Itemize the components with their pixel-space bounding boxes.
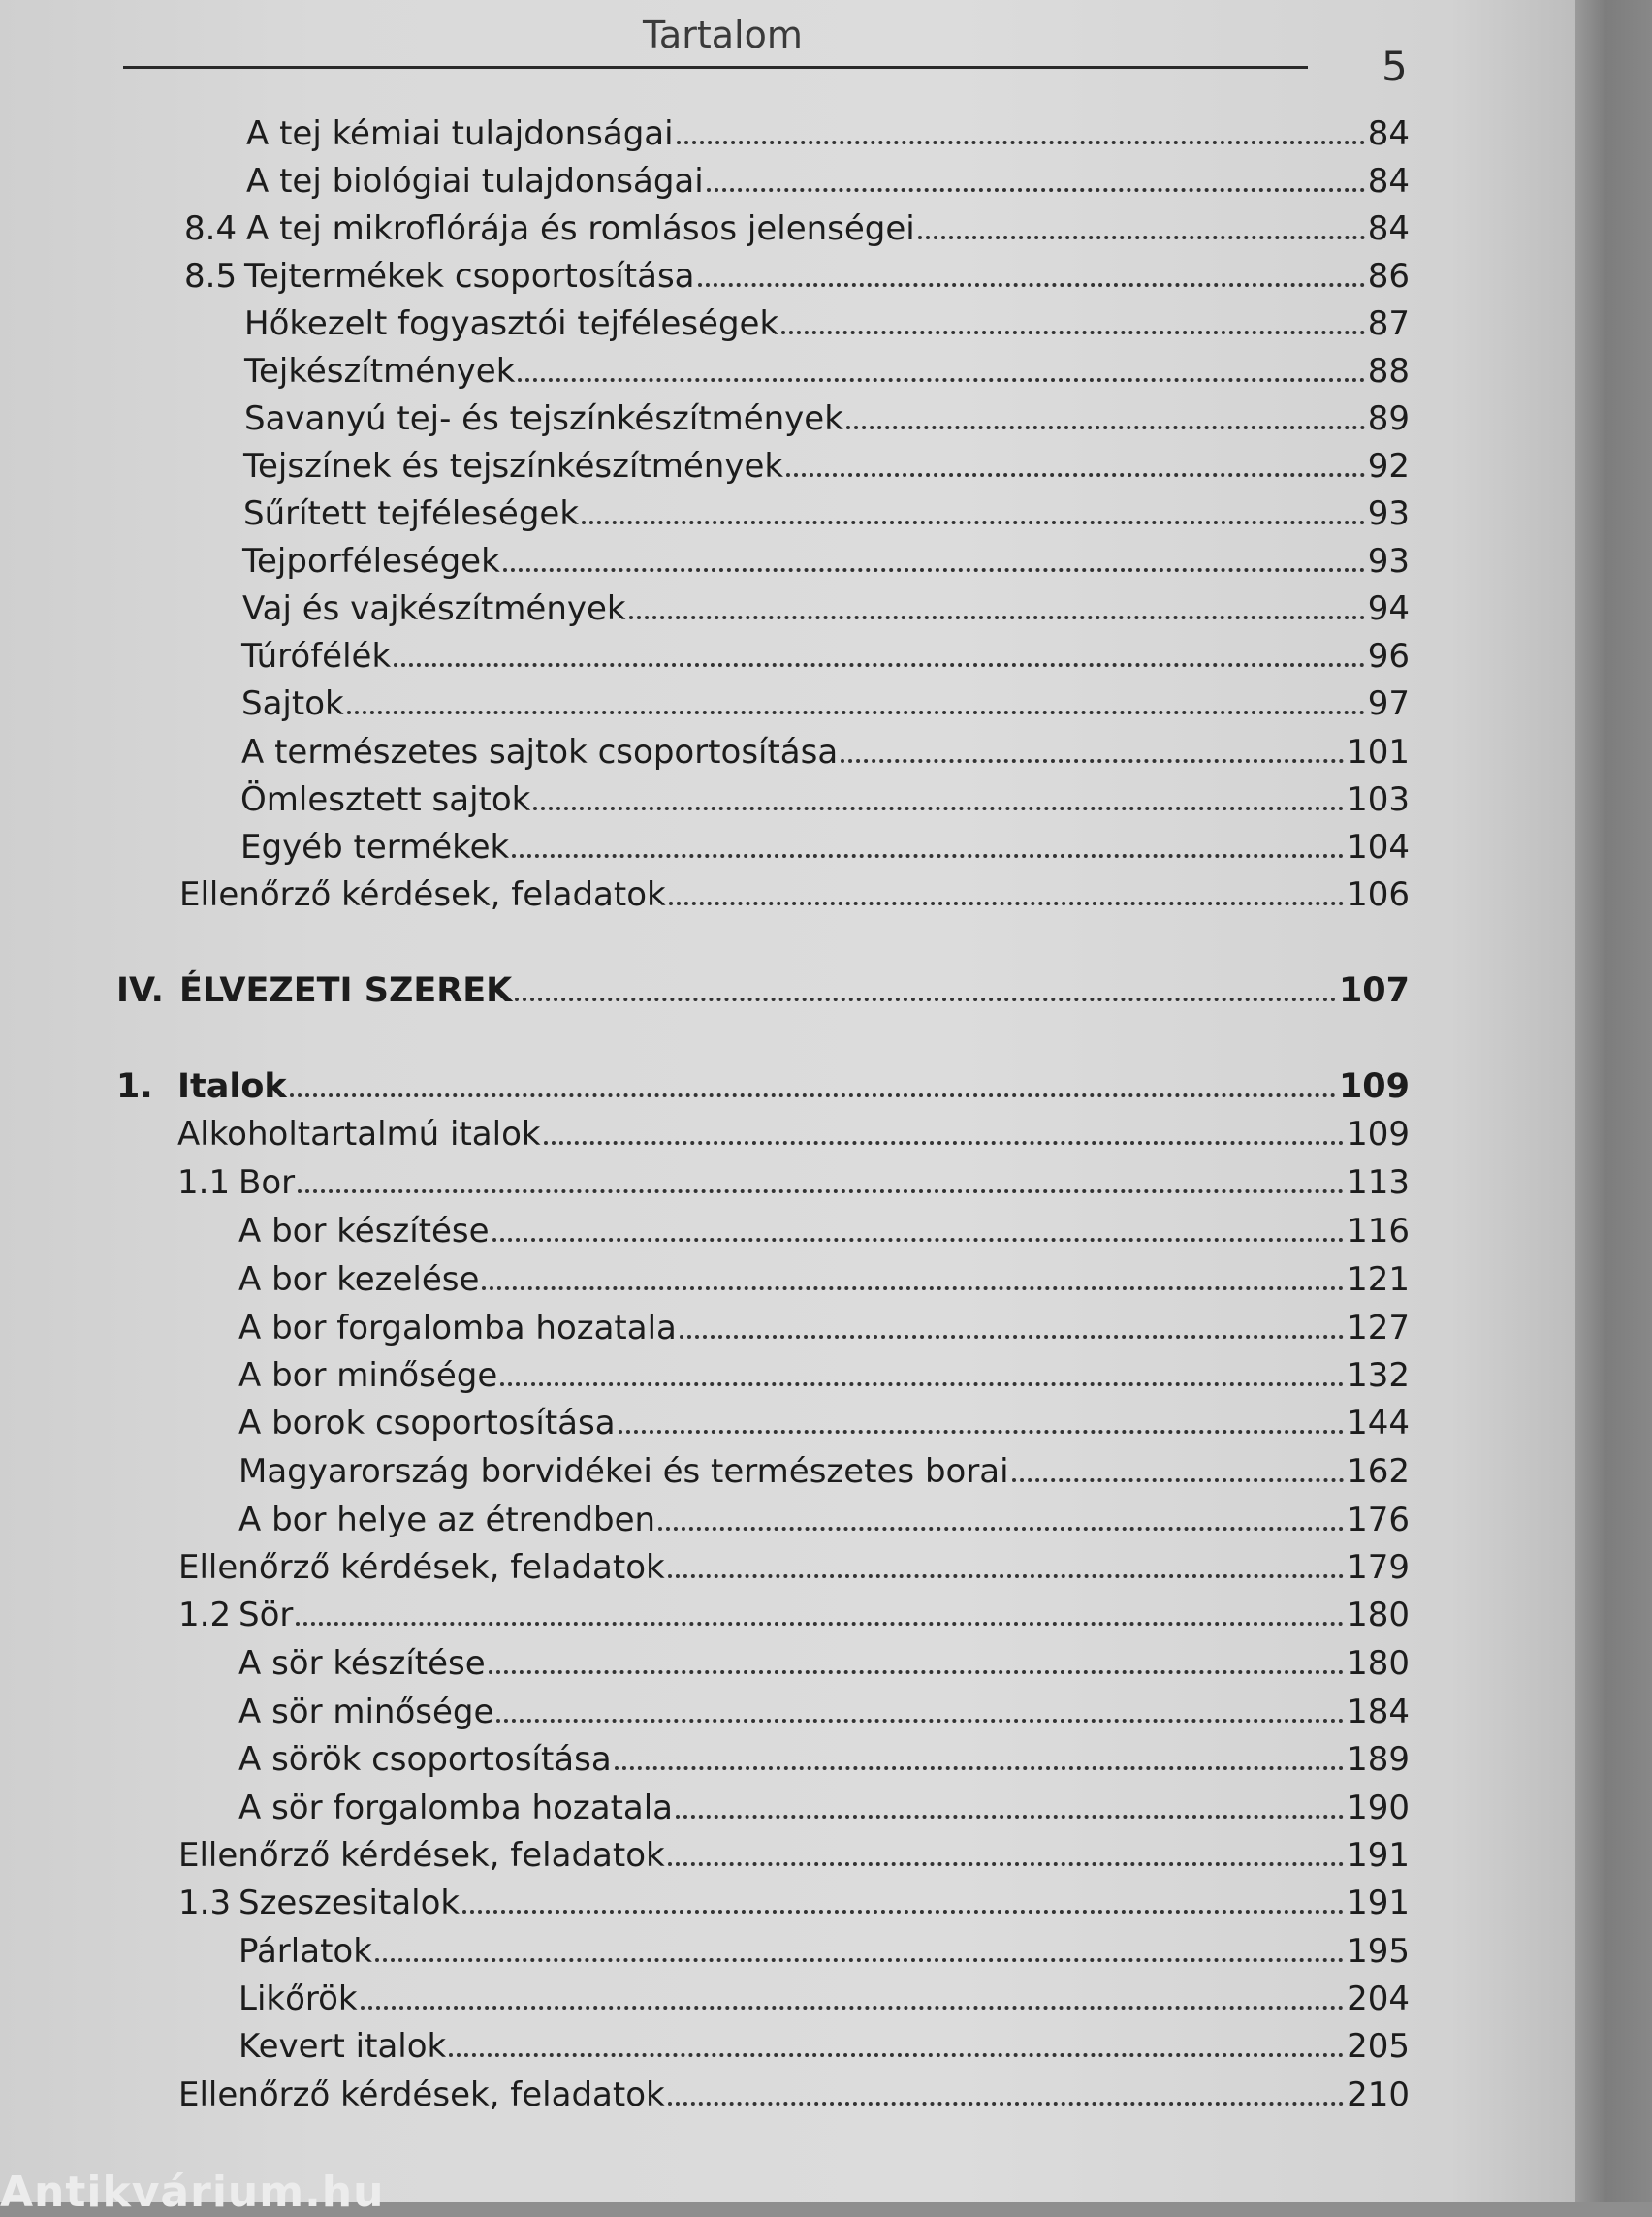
toc-entry bbox=[0, 156, 1410, 201]
toc-entry bbox=[0, 1254, 1410, 1299]
dot-leader bbox=[449, 2053, 1344, 2057]
dot-leader bbox=[489, 1670, 1344, 1674]
toc-entry-title: A tej biológiai tulajdonságai bbox=[246, 162, 704, 201]
dot-leader bbox=[668, 1574, 1344, 1578]
toc-entry-title: A bor kezelése bbox=[238, 1260, 480, 1299]
toc-entry bbox=[0, 2021, 1410, 2066]
toc-entry-title: Ellenőrző kérdések, feladatok bbox=[179, 875, 666, 914]
toc-entry bbox=[0, 109, 1410, 153]
toc-entry-page: 94 bbox=[1367, 589, 1410, 628]
toc-entry-number: 1. bbox=[116, 1067, 153, 1106]
dot-leader bbox=[361, 2006, 1344, 2010]
watermark: Antikvárium.hu bbox=[0, 2168, 385, 2217]
toc-entry-number: 8.4 bbox=[184, 209, 238, 248]
dot-leader bbox=[290, 1093, 1336, 1097]
toc-entry-page: 88 bbox=[1367, 352, 1410, 391]
toc-entry-page: 97 bbox=[1367, 684, 1410, 723]
toc-entry-page: 103 bbox=[1347, 780, 1410, 819]
toc-entry bbox=[0, 394, 1410, 438]
toc-entry-page: 204 bbox=[1347, 1979, 1410, 2018]
toc-entry-title: A tej kémiai tulajdonságai bbox=[246, 114, 674, 153]
toc-entry-page: 176 bbox=[1347, 1501, 1410, 1539]
toc-entry-page: 205 bbox=[1347, 2027, 1410, 2066]
header-rule bbox=[123, 66, 1308, 69]
toc-entry-title: Sör bbox=[238, 1596, 294, 1634]
toc-entry-page: 132 bbox=[1347, 1356, 1410, 1395]
dot-leader bbox=[918, 236, 1365, 239]
toc-entry-page: 190 bbox=[1347, 1789, 1410, 1827]
toc-entry bbox=[0, 631, 1410, 676]
dot-leader bbox=[496, 1719, 1344, 1723]
toc-entry-page: 144 bbox=[1347, 1404, 1410, 1442]
toc-entry-title: Ömlesztett sajtok bbox=[240, 780, 531, 819]
toc-entry-title: Italok bbox=[177, 1067, 287, 1106]
toc-entry bbox=[0, 727, 1410, 772]
toc-entry bbox=[0, 1590, 1410, 1634]
toc-entry-number: 1.1 bbox=[177, 1163, 231, 1202]
dot-leader bbox=[658, 1527, 1344, 1531]
toc-entry-page: 104 bbox=[1347, 828, 1410, 867]
toc-entry-page: 84 bbox=[1367, 162, 1410, 201]
toc-entry-title: Kevert italok bbox=[238, 2027, 447, 2066]
toc-entry bbox=[0, 2070, 1410, 2114]
toc-entry bbox=[0, 204, 1410, 248]
toc-entry-title: Tejkészítmények bbox=[244, 352, 516, 391]
toc-entry-page: 184 bbox=[1347, 1693, 1410, 1731]
toc-entry-title: A bor minősége bbox=[238, 1356, 498, 1395]
toc-entry-page: 109 bbox=[1347, 1115, 1410, 1154]
dot-leader bbox=[347, 711, 1365, 714]
toc-entry-title: Hőkezelt fogyasztói tejféleségek bbox=[244, 304, 779, 343]
toc-entry bbox=[0, 299, 1410, 343]
toc-entry-title: ÉLVEZETI SZEREK bbox=[179, 971, 513, 1010]
toc-entry-title: Likőrök bbox=[238, 1979, 358, 2018]
dot-leader bbox=[512, 854, 1344, 858]
toc-entry-title: A tej mikroflórája és romlásos jelenségei bbox=[246, 209, 915, 248]
toc-entry bbox=[0, 1061, 1410, 1106]
toc-entry-page: 106 bbox=[1347, 875, 1410, 914]
page-edge-shadow bbox=[1575, 0, 1652, 2202]
toc-entry-title: Párlatok bbox=[238, 1932, 372, 1971]
toc-entry bbox=[0, 1109, 1410, 1154]
dot-leader bbox=[296, 1622, 1344, 1626]
toc-entry-title: Ellenőrző kérdések, feladatok bbox=[178, 2075, 665, 2114]
toc-entry bbox=[0, 1398, 1410, 1442]
toc-entry-title: A sör minősége bbox=[238, 1693, 494, 1731]
toc-entry-page: 84 bbox=[1367, 209, 1410, 248]
toc-entry-title: A sörök csoportosítása bbox=[238, 1740, 612, 1779]
dot-leader bbox=[375, 1958, 1344, 1962]
dot-leader bbox=[668, 1862, 1344, 1866]
toc-entry-page: 107 bbox=[1338, 971, 1410, 1010]
toc-entry-page: 93 bbox=[1367, 494, 1410, 533]
toc-entry bbox=[0, 1878, 1410, 1922]
toc-entry-number: 8.5 bbox=[184, 257, 238, 296]
dot-leader bbox=[846, 426, 1365, 429]
toc-entry-number: IV. bbox=[116, 971, 164, 1010]
toc-entry bbox=[0, 1974, 1410, 2018]
toc-entry bbox=[0, 1638, 1410, 1683]
toc-entry bbox=[0, 584, 1410, 628]
page-number: 5 bbox=[1382, 43, 1408, 90]
dot-leader bbox=[698, 283, 1365, 287]
toc-entry-title: A bor helye az étrendben bbox=[238, 1501, 656, 1539]
toc-entry bbox=[0, 1542, 1410, 1587]
toc-entry-title: A borok csoportosítása bbox=[238, 1404, 616, 1442]
toc-entry-title: A sör készítése bbox=[238, 1644, 486, 1683]
toc-entry bbox=[0, 1206, 1410, 1251]
toc-entry-number: 1.2 bbox=[178, 1596, 232, 1634]
toc-entry-title: Magyarország borvidékei és természetes borai bbox=[238, 1452, 1009, 1491]
toc-entry-page: 191 bbox=[1347, 1836, 1410, 1875]
toc-entry-page: 109 bbox=[1338, 1067, 1410, 1106]
dot-leader bbox=[781, 331, 1365, 334]
toc-entry bbox=[0, 775, 1410, 819]
dot-leader bbox=[482, 1286, 1344, 1290]
dot-leader bbox=[394, 663, 1365, 667]
toc-entry bbox=[0, 822, 1410, 867]
toc-entry-page: 127 bbox=[1347, 1309, 1410, 1347]
dot-leader bbox=[677, 141, 1365, 144]
dot-leader bbox=[680, 1335, 1344, 1339]
dot-leader bbox=[1012, 1478, 1345, 1482]
toc-entry-page: 180 bbox=[1347, 1596, 1410, 1634]
dot-leader bbox=[841, 759, 1344, 763]
dot-leader bbox=[500, 1382, 1344, 1386]
dot-leader bbox=[615, 1766, 1344, 1770]
toc-entry bbox=[0, 1783, 1410, 1827]
toc-entry bbox=[0, 870, 1410, 914]
toc-entry-title: Alkoholtartalmú italok bbox=[177, 1115, 541, 1154]
toc-entry bbox=[0, 251, 1410, 296]
toc-entry bbox=[0, 536, 1410, 581]
toc-entry bbox=[0, 679, 1410, 723]
dot-leader bbox=[629, 616, 1365, 619]
dot-leader bbox=[503, 568, 1365, 572]
dot-leader bbox=[533, 807, 1344, 810]
toc-entry bbox=[0, 966, 1410, 1010]
toc-entry-title: A természetes sajtok csoportosítása bbox=[241, 733, 839, 772]
toc-entry-title: A sör forgalomba hozatala bbox=[238, 1789, 674, 1827]
toc-entry-title: Egyéb termékek bbox=[240, 828, 510, 867]
toc-entry bbox=[0, 1734, 1410, 1779]
toc-entry bbox=[0, 1350, 1410, 1395]
toc-entry-title: Sajtok bbox=[241, 684, 344, 723]
toc-entry-page: 84 bbox=[1367, 114, 1410, 153]
toc-entry-title: Túrófélék bbox=[241, 637, 392, 676]
toc-entry bbox=[0, 1157, 1410, 1202]
toc-entry-title: Ellenőrző kérdések, feladatok bbox=[178, 1836, 665, 1875]
toc-entry-title: Szeszesitalok bbox=[238, 1884, 461, 1922]
toc-entry-page: 101 bbox=[1347, 733, 1410, 772]
dot-leader bbox=[669, 902, 1344, 905]
dot-leader bbox=[786, 473, 1365, 477]
toc-entry-page: 113 bbox=[1347, 1163, 1410, 1202]
dot-leader bbox=[668, 2102, 1344, 2106]
toc-entry-title: A bor készítése bbox=[238, 1212, 490, 1251]
toc-entry bbox=[0, 1303, 1410, 1347]
toc-entry-page: 180 bbox=[1347, 1644, 1410, 1683]
toc-entry-page: 121 bbox=[1347, 1260, 1410, 1299]
toc-entry-page: 96 bbox=[1367, 637, 1410, 676]
toc-entry-page: 87 bbox=[1367, 304, 1410, 343]
dot-leader bbox=[707, 188, 1365, 192]
toc-entry bbox=[0, 1926, 1410, 1971]
toc-entry-number: 1.3 bbox=[178, 1884, 232, 1922]
toc-entry bbox=[0, 1446, 1410, 1491]
toc-entry bbox=[0, 489, 1410, 533]
dot-leader bbox=[544, 1141, 1345, 1145]
dot-leader bbox=[515, 998, 1336, 1001]
toc-entry-title: Tejszínek és tejszínkészítmények bbox=[243, 447, 784, 486]
toc-entry bbox=[0, 441, 1410, 486]
running-header-title: Tartalom bbox=[643, 14, 803, 56]
toc-entry-title: A bor forgalomba hozatala bbox=[238, 1309, 677, 1347]
toc-entry-page: 93 bbox=[1367, 542, 1410, 581]
toc-entry bbox=[0, 1495, 1410, 1539]
toc-entry bbox=[0, 346, 1410, 391]
toc-entry-title: Ellenőrző kérdések, feladatok bbox=[178, 1548, 665, 1587]
toc-entry-page: 179 bbox=[1347, 1548, 1410, 1587]
toc-entry-title: Savanyú tej- és tejszínkészítmények bbox=[244, 399, 843, 438]
dot-leader bbox=[582, 521, 1365, 524]
dot-leader bbox=[518, 378, 1364, 382]
toc-entry-page: 86 bbox=[1367, 257, 1410, 296]
toc-entry-title: Tejtermékek csoportosítása bbox=[244, 257, 695, 296]
toc-entry-title: Bor bbox=[238, 1163, 296, 1202]
dot-leader bbox=[676, 1815, 1344, 1819]
toc-entry-page: 162 bbox=[1347, 1452, 1410, 1491]
toc-entry-title: Tejporféleségek bbox=[242, 542, 500, 581]
dot-leader bbox=[619, 1430, 1345, 1434]
toc-entry bbox=[0, 1687, 1410, 1731]
toc-entry-title: Sűrített tejféleségek bbox=[243, 494, 580, 533]
dot-leader bbox=[492, 1238, 1345, 1242]
toc-entry bbox=[0, 1830, 1410, 1875]
toc-entry-page: 116 bbox=[1347, 1212, 1410, 1251]
toc-entry-title: Vaj és vajkészítmények bbox=[242, 589, 626, 628]
toc-entry-page: 89 bbox=[1367, 399, 1410, 438]
toc-entry-page: 92 bbox=[1367, 447, 1410, 486]
dot-leader bbox=[298, 1189, 1344, 1193]
toc-entry-page: 210 bbox=[1347, 2075, 1410, 2114]
toc-entry-page: 195 bbox=[1347, 1932, 1410, 1971]
toc-entry-page: 191 bbox=[1347, 1884, 1410, 1922]
dot-leader bbox=[462, 1910, 1344, 1914]
toc-entry-page: 189 bbox=[1347, 1740, 1410, 1779]
